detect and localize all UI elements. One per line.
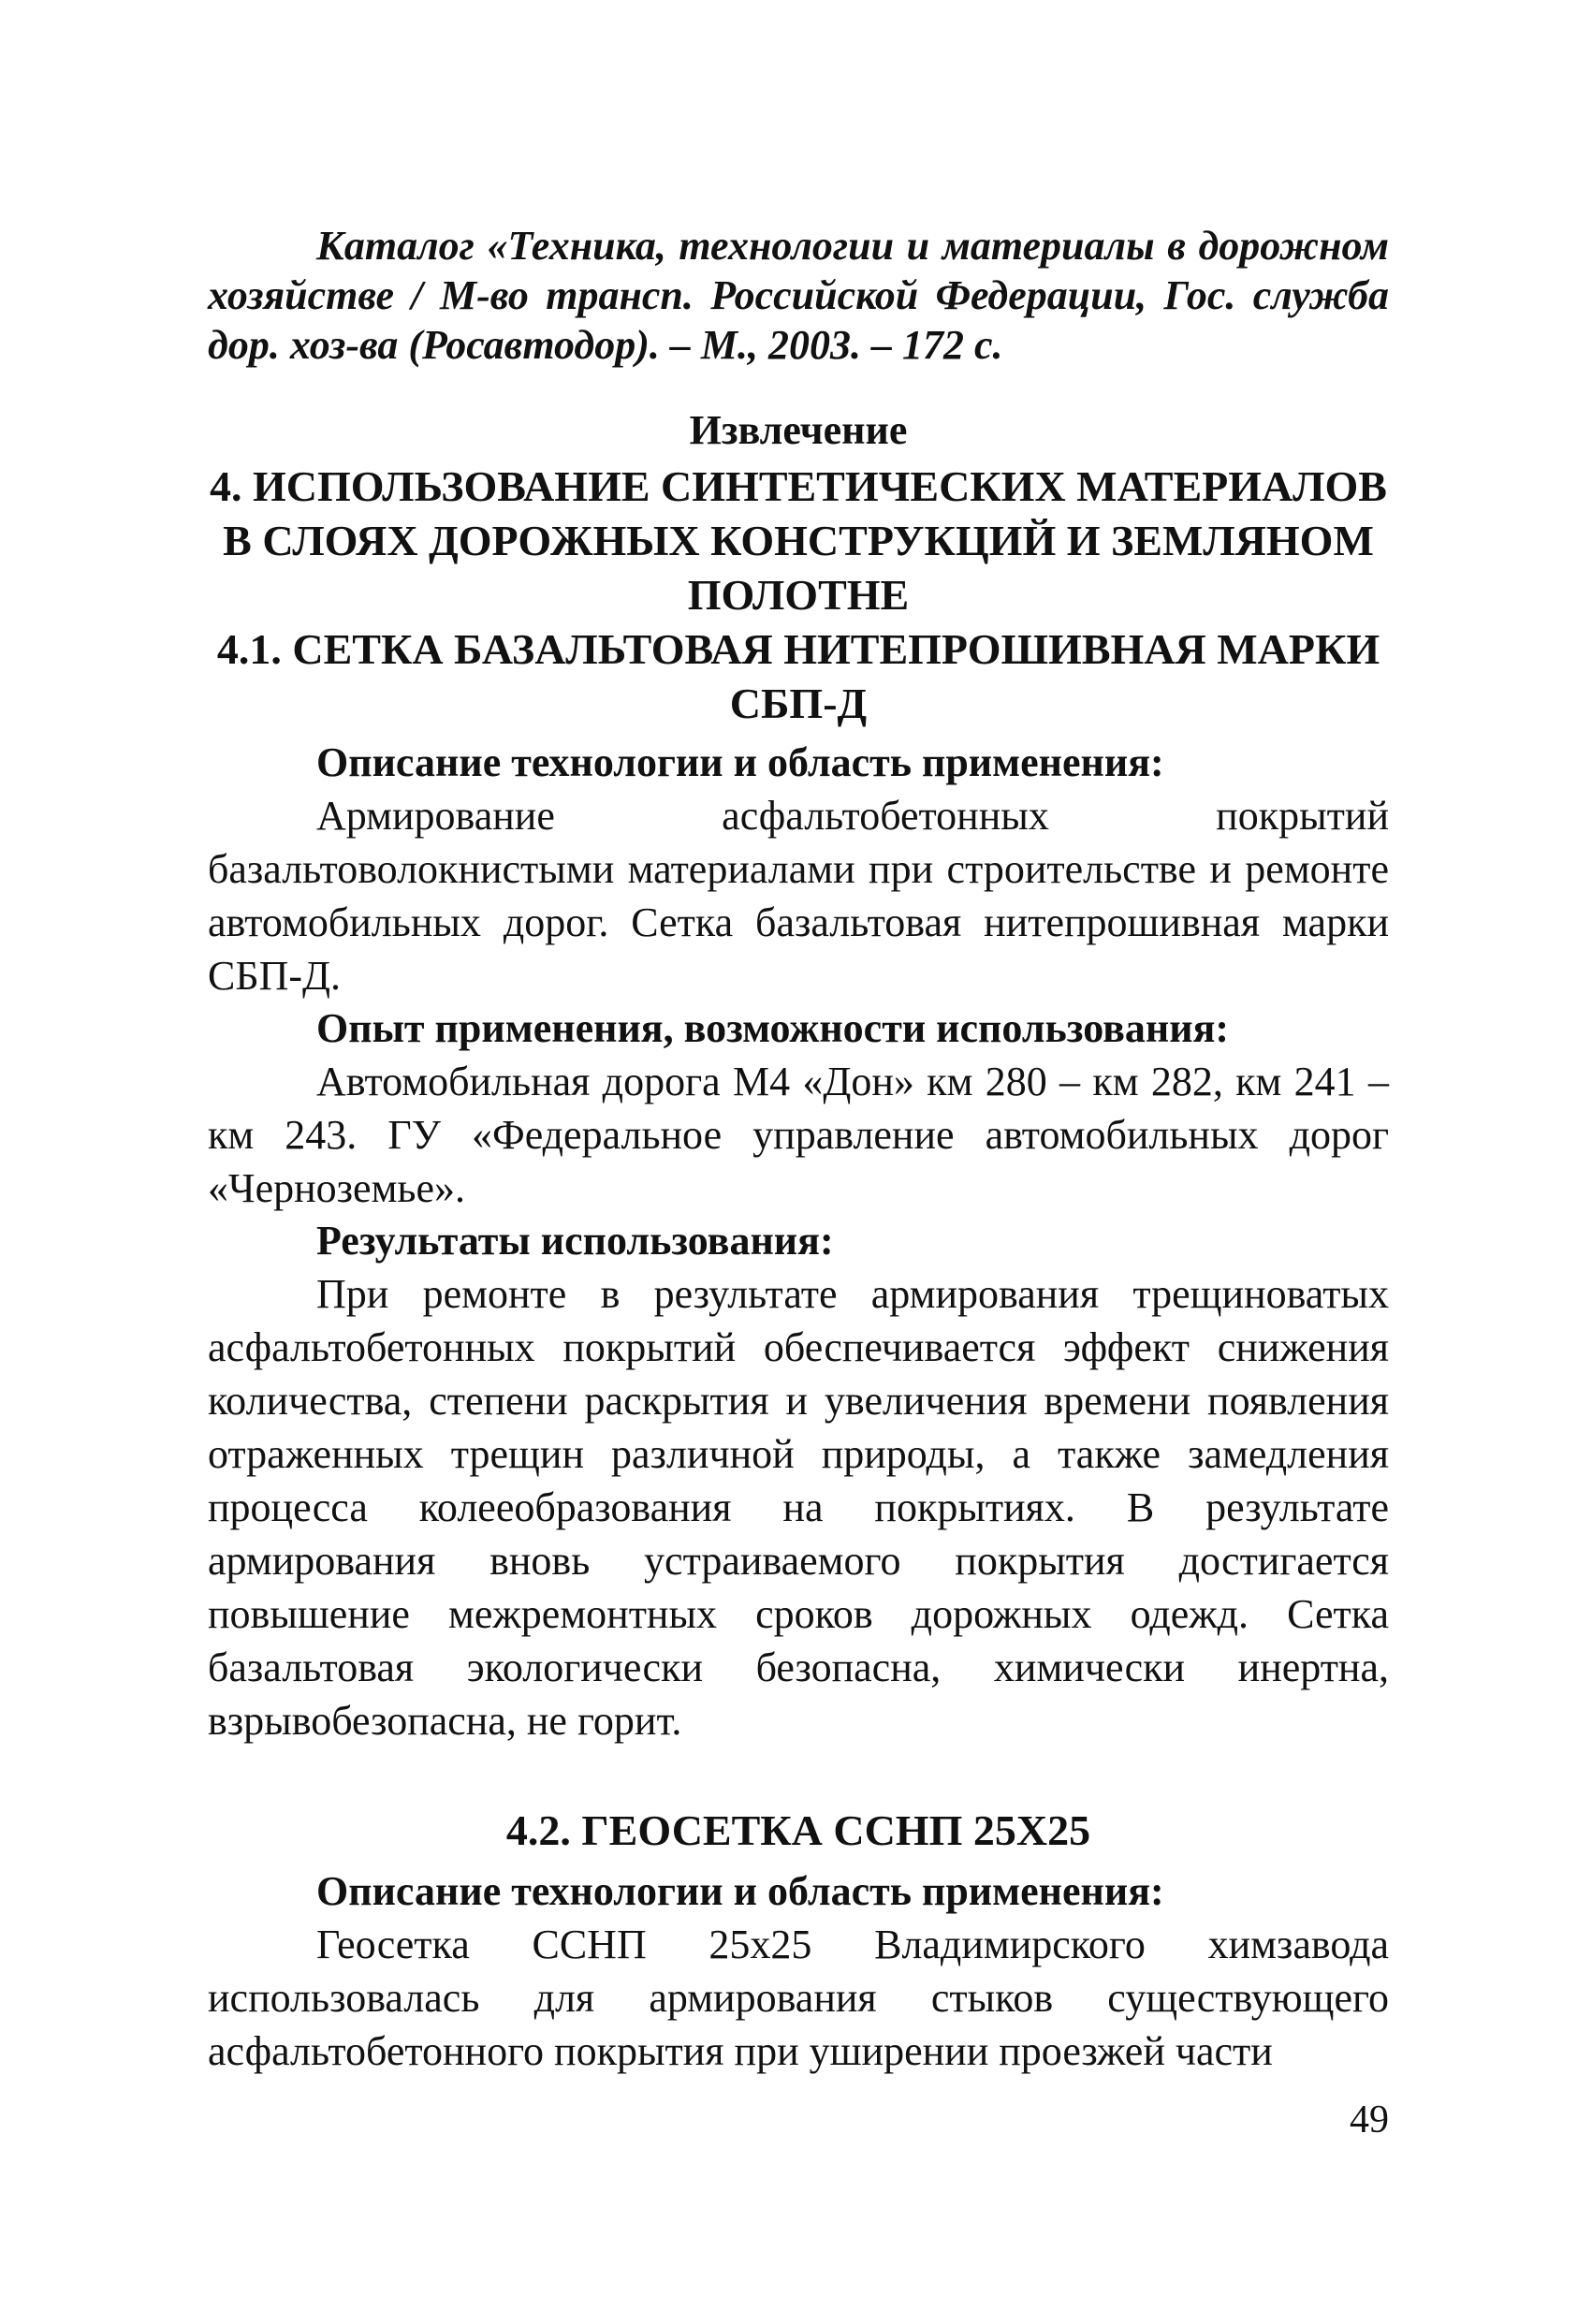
section-4-1-experience-text: Автомобильная дорога М4 «Дон» км 280 – км 282, км 241 – км 243. ГУ «Федеральное управление автомобильных дорог «Черноземье».: [208, 1059, 1389, 1211]
section-4-title-line-2: В СЛОЯХ ДОРОЖНЫХ КОНСТРУКЦИЙ И ЗЕМЛЯНОМ: [223, 517, 1374, 564]
section-4-title-line-3: ПОЛОТНЕ: [687, 571, 910, 619]
section-4-2-description-heading: Описание технологии и область применения:: [316, 1868, 1164, 1914]
section-4-1-description-text: Армирование асфальтобетонных покрытий базальтоволокнистыми материалами при строительстве и ремонте автомобильных дорог. Сетка базальтовая нитепрошивная марки СБП-Д.: [208, 793, 1389, 999]
section-4-1-results-text: При ремонте в результате армирования трещиноватых асфальтобетонных покрытий обеспечивается эффект снижения количества, степени раскрытия и увеличения времени появления отраженных трещин различной природы, а также замедления процесса колееобразования на покрытиях. В результате армирования вновь устраиваемого покрытия достигается повышение межремонтных сроков дорожных одежд. Сетка базальтовая экологически безопасна, химически инертна, взрывобезопасна, не горит.: [208, 1271, 1389, 1744]
section-4-2-title: 4.2. ГЕОСЕТКА ССНП 25Х25: [505, 1806, 1091, 1854]
section-4-1-title-line-1: 4.1. СЕТКА БАЗАЛЬТОВАЯ НИТЕПРОШИВНАЯ МАРКИ: [216, 625, 1380, 673]
section-4-1-description-heading: Описание технологии и область применения:: [316, 739, 1164, 785]
section-4-title-line-1: 4. ИСПОЛЬЗОВАНИЕ СИНТЕТИЧЕСКИХ МАТЕРИАЛОВ: [210, 462, 1387, 510]
document-page: [208, 221, 1389, 2078]
section-gap: [208, 1747, 1389, 1804]
citation-text: Каталог «Техника, технологии и материалы в дорожном хозяйстве / М-во трансп. Российской Федерации, Гос. служба дор. хоз-ва (Росавтодор). – М., 2003. – 172 с.: [208, 223, 1389, 368]
extract-label: Извлечение: [689, 407, 908, 453]
section-4-1-experience-heading: Опыт применения, возможности использования:: [316, 1005, 1230, 1051]
section-4-title: [208, 460, 1389, 622]
section-4-1-title: [208, 622, 1389, 731]
page-number: 49: [1350, 2098, 1389, 2141]
section-4-2-description-text: Геосетка ССНП 25х25 Владимирского химзавода использовалась для армирования стыков существующего асфальтобетонного покрытия при уширении проезжей части: [208, 1922, 1389, 2074]
section-4-1-title-line-2: СБП-Д: [729, 680, 868, 727]
section-4-1-results-heading: Результаты использования:: [316, 1218, 834, 1264]
